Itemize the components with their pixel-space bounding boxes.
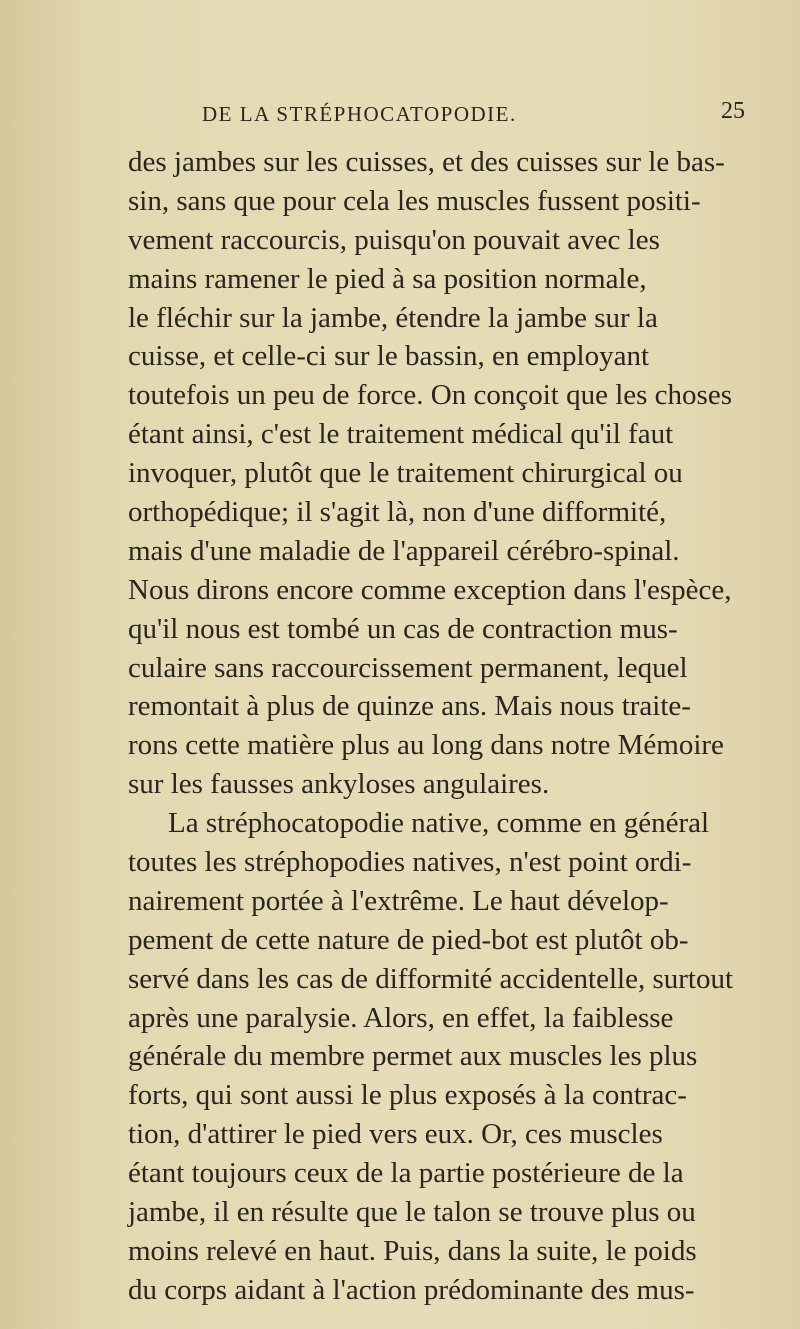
text-line: pement de cette nature de pied-bot est plutôt ob- [128, 923, 689, 956]
text-line: La stréphocatopodie native, comme en général [168, 807, 710, 840]
text-line: le fléchir sur la jambe, étendre la jambe sur la [128, 301, 658, 334]
text-line: invoquer, plutôt que le traitement chirurgical ou [128, 457, 683, 490]
text-line: cuisse, et celle-ci sur le bassin, en employant [128, 340, 650, 373]
text-line: forts, qui sont aussi le plus exposés à la contrac- [128, 1079, 687, 1112]
text-line: remontait à plus de quinze ans. Mais nous traite- [128, 690, 691, 723]
text-line: rons cette matière plus au long dans notre Mémoire [128, 729, 724, 762]
text-line: nairement portée à l'extrême. Le haut dévelop- [128, 884, 669, 917]
text-line: générale du membre permet aux muscles les plus [128, 1040, 698, 1073]
text-line: mais d'une maladie de l'appareil cérébro-spinal. [128, 534, 680, 567]
text-line: sur les fausses ankyloses angulaires. [128, 768, 550, 801]
text-line: sin, sans que pour cela les muscles fussent positi- [128, 184, 701, 217]
paragraph-1 [128, 143, 768, 804]
text-line: toutefois un peu de force. On conçoit que les choses [128, 379, 732, 412]
body-text [128, 143, 768, 1310]
text-line: jambe, il en résulte que le talon se trouve plus ou [128, 1196, 696, 1229]
text-line: toutes les stréphopodies natives, n'est point ordi- [128, 846, 692, 879]
page-number: 25 [721, 98, 745, 124]
text-line: servé dans les cas de difformité accidentelle, surtout [128, 962, 734, 995]
text-line: étant ainsi, c'est le traitement médical qu'il faut [128, 418, 674, 451]
page-header [0, 98, 800, 142]
running-title: DE LA STRÉPHOCATOPODIE. [202, 102, 517, 126]
text-line: après une paralysie. Alors, en effet, la faiblesse [128, 1001, 674, 1034]
text-line: des jambes sur les cuisses, et des cuisses sur le bas- [128, 146, 725, 178]
text-line: tion, d'attirer le pied vers eux. Or, ces muscles [128, 1118, 663, 1151]
text-line: vement raccourcis, puisqu'on pouvait avec les [128, 223, 660, 256]
text-line: du corps aidant à l'action prédominante des mus- [128, 1273, 695, 1306]
text-line: qu'il nous est tombé un cas de contraction mus- [128, 612, 678, 645]
text-line: moins relevé en haut. Puis, dans la suite, le poids [128, 1234, 697, 1267]
text-line: culaire sans raccourcissement permanent, lequel [128, 651, 688, 684]
text-line: étant toujours ceux de la partie postérieure de la [128, 1157, 684, 1190]
text-line: Nous dirons encore comme exception dans l'espèce, [128, 573, 732, 606]
paragraph-2 [128, 804, 768, 1310]
text-line: orthopédique; il s'agit là, non d'une difformité, [128, 496, 667, 529]
text-line: mains ramener le pied à sa position normale, [128, 262, 647, 295]
